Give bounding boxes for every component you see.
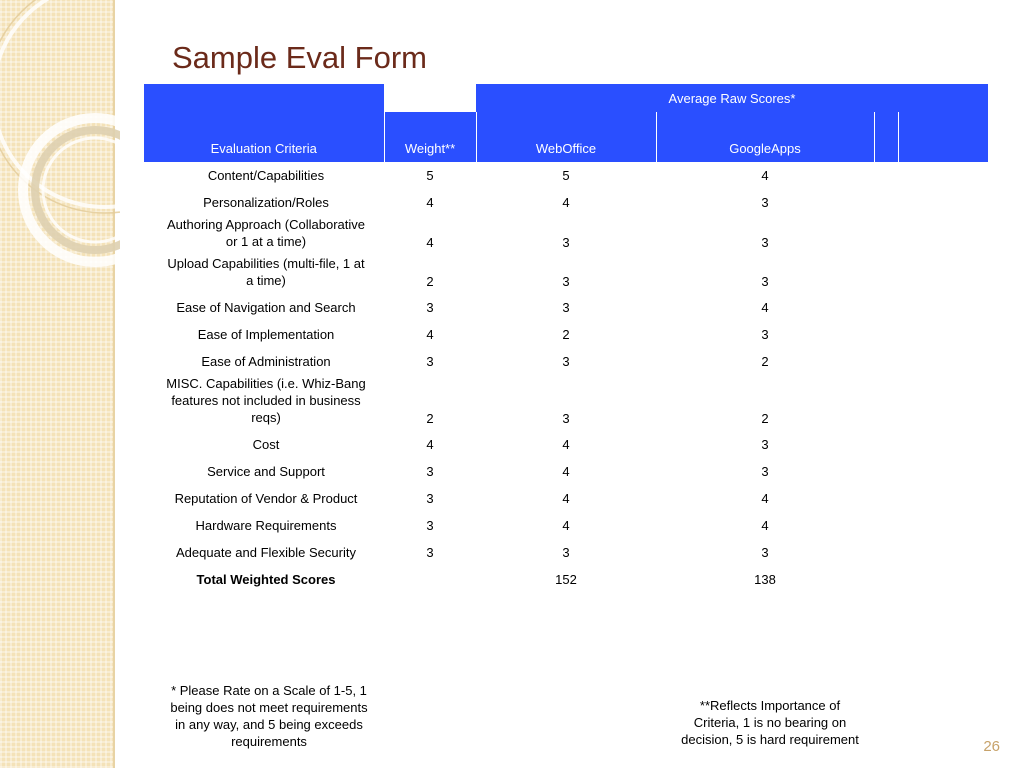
- weboffice-score-cell: 4: [562, 491, 570, 506]
- criteria-cell: [144, 162, 384, 189]
- criteria-cell: [144, 294, 384, 321]
- weight-cell: 3: [426, 518, 434, 533]
- empty-cell: [874, 162, 898, 189]
- googleapps-score-cell: 4: [761, 518, 769, 533]
- criteria-label: Hardware Requirements: [195, 518, 337, 533]
- empty-cell: [898, 566, 988, 593]
- weight-cell: 3: [426, 491, 434, 506]
- footnote-rating-scale: * Please Rate on a Scale of 1-5, 1 being does not meet requirements in any way, and 5 being exceeds requirements: [170, 683, 368, 749]
- weight-cell: 4: [426, 327, 434, 342]
- table-row: [144, 162, 988, 189]
- empty-cell: [874, 216, 898, 255]
- weight-cell: 5: [426, 168, 434, 183]
- empty-cell: [898, 162, 988, 189]
- criteria-cell: [144, 321, 384, 348]
- weboffice-score-cell: 4: [562, 437, 570, 452]
- criteria-cell: [144, 431, 384, 458]
- empty-cell: [874, 321, 898, 348]
- evaluation-table: [144, 84, 988, 593]
- empty-cell: [874, 431, 898, 458]
- footnote-weight-importance: **Reflects Importance of Criteria, 1 is no bearing on decision, 5 is hard requirement: [681, 698, 859, 747]
- weboffice-score-cell: 2: [562, 327, 570, 342]
- criteria-label: Ease of Administration: [201, 354, 331, 369]
- googleapps-score-cell: 2: [761, 354, 769, 369]
- criteria-label: Ease of Implementation: [197, 327, 335, 342]
- column-header-row: [144, 112, 988, 162]
- weight-cell: 3: [426, 354, 434, 369]
- criteria-label: Personalization/Roles: [203, 195, 329, 210]
- table-row: [144, 294, 988, 321]
- criteria-cell: [144, 348, 384, 375]
- empty-cell: [898, 255, 988, 294]
- googleapps-score-cell: 3: [761, 235, 769, 250]
- empty-cell: [898, 539, 988, 566]
- empty-cell: [898, 512, 988, 539]
- criteria-label: Content/Capabilities: [207, 168, 325, 183]
- weboffice-score-cell: 3: [562, 235, 570, 250]
- weight-cell: 4: [426, 437, 434, 452]
- criteria-cell: [144, 458, 384, 485]
- weboffice-score-cell: 3: [562, 411, 570, 426]
- criteria-cell: [144, 375, 384, 431]
- criteria-label: Adequate and Flexible Security: [176, 545, 356, 560]
- criteria-cell: [144, 255, 384, 294]
- empty-cell: [898, 348, 988, 375]
- table-row: [144, 539, 988, 566]
- googleapps-score-cell: 3: [761, 464, 769, 479]
- header-weight: Weight**: [384, 112, 476, 162]
- weboffice-score-cell: 3: [562, 300, 570, 315]
- weboffice-score-cell: 3: [562, 354, 570, 369]
- googleapps-score-cell: 4: [761, 168, 769, 183]
- table-row: [144, 458, 988, 485]
- empty-cell: [898, 431, 988, 458]
- weight-cell: 4: [426, 195, 434, 210]
- criteria-label: Authoring Approach (Collaborative or 1 at a time): [166, 217, 365, 249]
- empty-cell: [874, 485, 898, 512]
- empty-cell: [874, 512, 898, 539]
- weboffice-score-cell: 4: [562, 464, 570, 479]
- weboffice-score-cell: 3: [562, 274, 570, 289]
- googleapps-score-cell: 3: [761, 327, 769, 342]
- weboffice-score-cell: 4: [562, 195, 570, 210]
- weboffice-score-cell: 5: [562, 168, 570, 183]
- weight-cell: 3: [426, 545, 434, 560]
- decorative-rings: [0, 0, 120, 300]
- empty-cell: [874, 539, 898, 566]
- googleapps-score-cell: 3: [761, 274, 769, 289]
- empty-cell: [874, 348, 898, 375]
- table-row: [144, 255, 988, 294]
- header-googleapps: GoogleApps: [656, 112, 874, 162]
- criteria-cell: [144, 189, 384, 216]
- empty-cell: [874, 294, 898, 321]
- weight-cell: 4: [426, 235, 434, 250]
- header-empty-1: [874, 112, 898, 162]
- criteria-label: Ease of Navigation and Search: [176, 300, 356, 315]
- googleapps-score-cell: 3: [761, 437, 769, 452]
- empty-cell: [874, 566, 898, 593]
- slide-title: Sample Eval Form: [172, 40, 427, 75]
- page-number: 26: [983, 738, 1000, 755]
- header-empty-2: [898, 112, 988, 162]
- weight-cell: 2: [426, 274, 434, 289]
- total-googleapps-cell: 138: [754, 572, 776, 587]
- total-label: Total Weighted Scores: [196, 572, 336, 587]
- criteria-cell: [144, 216, 384, 255]
- weight-cell: 3: [426, 464, 434, 479]
- criteria-label: Cost: [252, 437, 280, 452]
- table-row: [144, 321, 988, 348]
- criteria-cell: [144, 539, 384, 566]
- googleapps-score-cell: 3: [761, 545, 769, 560]
- criteria-label: Service and Support: [207, 464, 325, 479]
- total-weight-cell: [384, 566, 476, 593]
- criteria-label: MISC. Capabilities (i.e. Whiz-Bang features not included in business reqs): [166, 376, 366, 425]
- table-row: [144, 431, 988, 458]
- weight-cell: 3: [426, 300, 434, 315]
- empty-cell: [898, 294, 988, 321]
- empty-cell: [898, 458, 988, 485]
- googleapps-score-cell: 4: [761, 300, 769, 315]
- table-row: [144, 485, 988, 512]
- empty-cell: [898, 375, 988, 431]
- table-row: [144, 375, 988, 431]
- empty-cell: [898, 189, 988, 216]
- header-weboffice: WebOffice: [476, 112, 656, 162]
- table-row: [144, 348, 988, 375]
- googleapps-score-cell: 4: [761, 491, 769, 506]
- group-header-average-raw-scores: Average Raw Scores*: [476, 84, 988, 112]
- empty-cell: [874, 255, 898, 294]
- empty-cell: [898, 321, 988, 348]
- googleapps-score-cell: 2: [761, 411, 769, 426]
- table-row: [144, 189, 988, 216]
- weight-cell: 2: [426, 411, 434, 426]
- criteria-cell: [144, 512, 384, 539]
- weboffice-score-cell: 4: [562, 518, 570, 533]
- googleapps-score-cell: 3: [761, 195, 769, 210]
- weboffice-score-cell: 3: [562, 545, 570, 560]
- empty-cell: [898, 485, 988, 512]
- empty-cell: [874, 458, 898, 485]
- empty-cell: [874, 189, 898, 216]
- empty-cell: [874, 375, 898, 431]
- criteria-label: Reputation of Vendor & Product: [174, 491, 358, 506]
- criteria-label: Upload Capabilities (multi-file, 1 at a time): [167, 256, 365, 288]
- table-row: [144, 216, 988, 255]
- table-row: [144, 512, 988, 539]
- criteria-cell: [144, 485, 384, 512]
- total-row: [144, 566, 988, 593]
- group-header-row: [144, 84, 988, 112]
- empty-cell: [898, 216, 988, 255]
- total-weboffice-cell: 152: [555, 572, 577, 587]
- header-evaluation-criteria: Evaluation Criteria: [144, 112, 384, 162]
